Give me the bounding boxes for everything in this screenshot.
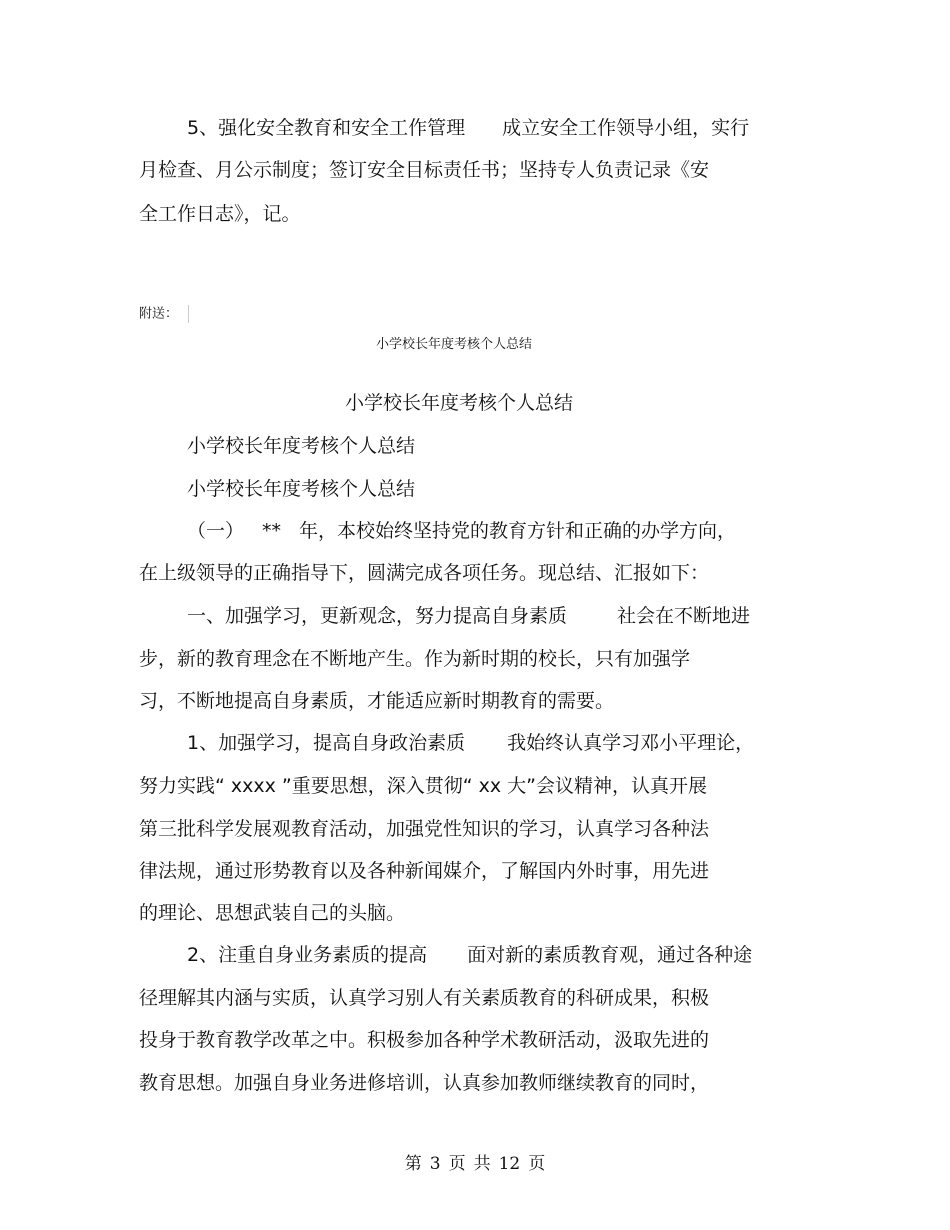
point1-line1 bbox=[187, 731, 754, 755]
item5-line1 bbox=[187, 116, 749, 140]
intro-prefix: （一） bbox=[187, 520, 245, 542]
section1-heading: 一、加强学习，更新观念，努力提高自身素质 bbox=[187, 605, 568, 627]
article-title: 小学校长年度考核个人总结 bbox=[345, 392, 574, 414]
intro-line1 bbox=[187, 519, 736, 543]
footer-current-page: 3 bbox=[429, 1154, 441, 1174]
footer-page-suffix: 页 bbox=[528, 1154, 546, 1174]
attachment-small-title: 小学校长年度考核个人总结 bbox=[376, 337, 533, 352]
point1-heading: 1、加强学习，提高自身政治素质 bbox=[187, 732, 466, 754]
point2-heading: 2、注重自身业务素质的提高 bbox=[187, 944, 428, 966]
item5-line3: 全工作日志》，记。 bbox=[139, 203, 301, 225]
point1-line3: 第三批科学发展观教育活动，加强党性知识的学习，认真学习各种法 bbox=[139, 818, 710, 840]
point1-line4: 律法规，通过形势教育以及各种新闻媒介，了解国内外时事，用先进 bbox=[139, 860, 710, 882]
section1-line1-rest: 社会在不断地进 bbox=[617, 605, 751, 627]
point2-line4: 教育思想。加强自身业务进修培训，认真参加教师继续教育的同时， bbox=[139, 1072, 710, 1094]
article-subtitle-2: 小学校长年度考核个人总结 bbox=[187, 478, 416, 500]
point1-line5: 的理论、思想武装自己的头脑。 bbox=[139, 902, 406, 924]
footer-page-prefix: 第 bbox=[404, 1154, 422, 1174]
attachment-label: 附送： bbox=[139, 306, 179, 322]
footer-total-prefix: 共 bbox=[473, 1154, 491, 1174]
item5-heading: 5、强化安全教育和安全工作管理 bbox=[187, 117, 466, 139]
point1-line1-rest: 我始终认真学习邓小平理论， bbox=[507, 732, 755, 754]
section1-line1 bbox=[187, 604, 750, 628]
page-footer bbox=[0, 1153, 950, 1175]
intro-line1-rest: 年，本校始终坚持党的教育方针和正确的办学方向， bbox=[299, 520, 737, 542]
point2-line1-rest: 面对新的素质教育观，通过各种途 bbox=[467, 944, 753, 966]
section1-line3: 习，不断地提高自身素质，才能适应新时期教育的需要。 bbox=[139, 690, 615, 712]
intro-line2: 在上级领导的正确指导下，圆满完成各项任务。现总结、汇报如下： bbox=[139, 562, 710, 584]
point1-line2: 努力实践“ xxxx ”重要思想，深入贯彻“ xx 大”会议精神，认真开展 bbox=[139, 775, 707, 797]
footer-page-mid: 页 bbox=[448, 1154, 466, 1174]
attachment-divider bbox=[188, 305, 189, 323]
intro-stars: ** bbox=[262, 520, 282, 542]
section1-line2: 步，新的教育理念在不断地产生。作为新时期的校长，只有加强学 bbox=[139, 648, 691, 670]
item5-line1-rest: 成立安全工作领导小组，实行 bbox=[502, 117, 750, 139]
item5-line2: 月检查、月公示制度；签订安全目标责任书；坚持专人负责记录《安 bbox=[139, 159, 710, 181]
attachment-label-row bbox=[139, 305, 189, 324]
point2-line2: 径理解其内涵与实质，认真学习别人有关素质教育的科研成果，积极 bbox=[139, 987, 710, 1009]
point2-line3: 投身于教育教学改革之中。积极参加各种学术教研活动，汲取先进的 bbox=[139, 1029, 710, 1051]
article-subtitle-1: 小学校长年度考核个人总结 bbox=[187, 435, 416, 457]
footer-total-pages: 12 bbox=[498, 1154, 521, 1174]
point2-line1 bbox=[187, 943, 752, 967]
